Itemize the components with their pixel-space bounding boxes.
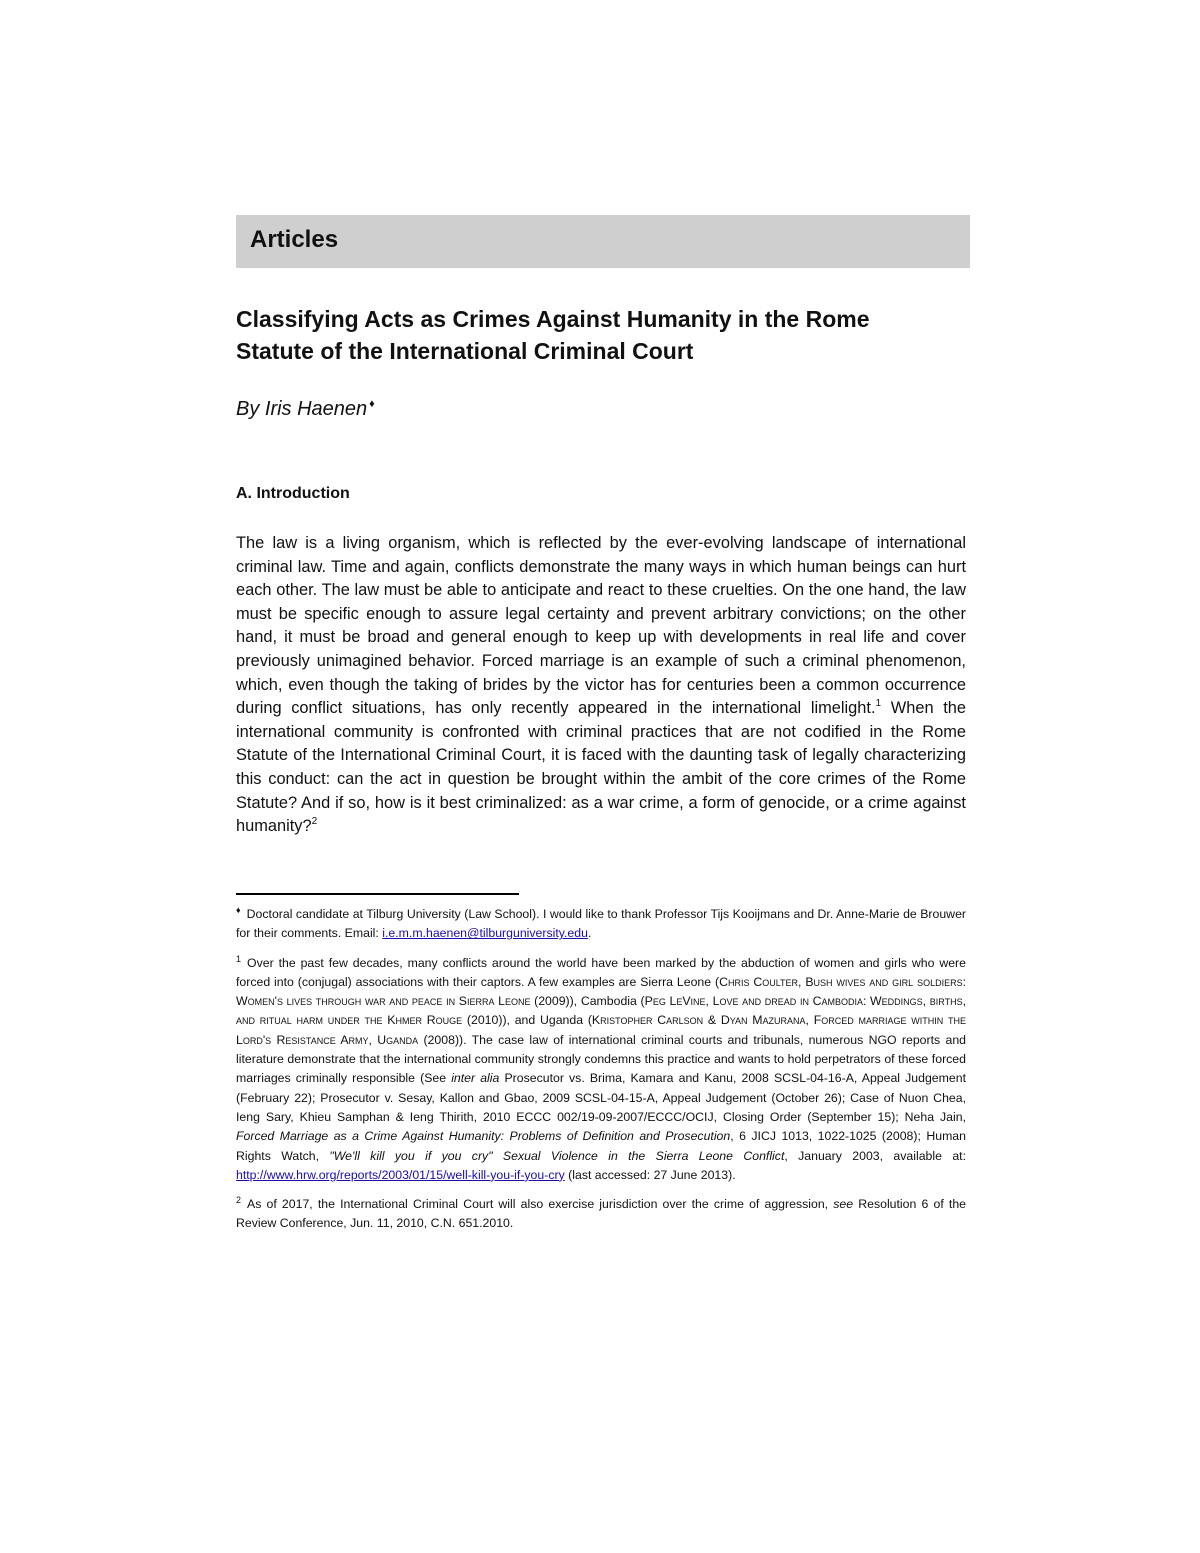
byline-text: By Iris Haenen — [236, 398, 368, 420]
citation-italic: see — [833, 1197, 854, 1212]
citation-small-caps: Kristopher Carlson & Dyan Mazurana, Forced marriage within the Lord's Resistance Army, Uganda — [236, 1013, 967, 1047]
section-banner — [236, 215, 970, 268]
citation-italic: "We'll kill you if you cry" Sexual Violence in the Sierra Leone Conflict — [329, 1148, 785, 1163]
footnote-text: As of 2017, the International Criminal Court will also exercise jurisdiction over the crime of aggression, — [247, 1197, 834, 1212]
footnote-text: (2008)). The case law of international criminal courts and tribunals, numerous NGO reports and literature demonstrate that the international community strongly condemns this practice and wants to hold perpetrators of these forced marriages criminally responsible (See — [236, 1032, 966, 1086]
body-text — [236, 532, 966, 839]
citation-small-caps: Peg LeVine, Love and dread in Cambodia: Weddings, births, and ritual harm under the Khmer Rouge — [236, 994, 967, 1028]
citation-italic: Forced Marriage as a Crime Against Humanity: Problems of Definition and Prosecution — [236, 1129, 731, 1144]
footnote-mark: 2 — [236, 1195, 242, 1206]
footnote-separator — [236, 893, 519, 895]
title-line-2: Statute of the International Criminal Court — [236, 338, 694, 364]
section-label: Articles — [250, 226, 339, 253]
footnote-author — [236, 905, 966, 944]
footnote-text: (2010)), and Uganda ( — [462, 1013, 592, 1028]
footnote-1 — [236, 954, 966, 1186]
citation-small-caps: Chris Coulter, Bush wives and girl soldiers: Women's lives through war and peace in Sierra Leone — [236, 974, 966, 1009]
section-heading: A. Introduction — [236, 485, 350, 502]
footnote-text: . — [587, 926, 592, 941]
footnote-text: Resolution 6 of the Review Conference, Jun. 11, 2010, C.N. 651.2010. — [236, 1197, 966, 1231]
citation-italic: inter alia — [451, 1071, 500, 1086]
footnote-text: (2009)), Cambodia ( — [530, 994, 645, 1009]
footnote-text: Doctoral candidate at Tilburg University (Law School). I would like to thank Professor Tijs Kooijmans and Dr. Anne-Marie de Brouwer for their comments. Email: — [236, 907, 967, 941]
hrw-report-link[interactable]: http://www.hrw.org/reports/2003/01/15/well-kill-you-if-you-cry — [236, 1167, 565, 1182]
title-line-1: Classifying Acts as Crimes Against Humanity in the Rome — [236, 306, 870, 332]
footnote-ref-1[interactable]: 1 — [875, 698, 882, 710]
paragraph-part-1: The law is a living organism, which is reflected by the ever-evolving landscape of international criminal law. Time and again, conflicts demonstrate the many ways in which human beings can hurt each other. The law must be able to anticipate and react to these cruelties. On the one hand, the law must be specific enough to assure legal certainty and prevent arbitrary convictions; on the other hand, it must be broad and general enough to keep up with developments in real life and cover previously unimagined behavior. Forced marriage is an example of such a criminal phenomenon, which, even though the taking of brides by the victor has for centuries been a common occurrence during conflict situations, has only recently appeared in the international limelight. — [236, 534, 966, 718]
footnotes — [236, 905, 966, 1244]
footnote-text: Over the past few decades, many conflicts around the world have been marked by the abduction of women and girls who were forced into (conjugal) associations with their captors. A few examples are Sierra Leone ( — [236, 955, 966, 989]
footnote-text: (last accessed: 27 June 2013). — [564, 1167, 736, 1182]
footnote-text: , 6 JICJ 1013, 1022-1025 (2008); Human Rights Watch, — [236, 1129, 966, 1163]
footnote-mark: ♦ — [236, 905, 241, 915]
article-title — [236, 303, 970, 367]
footnote-text: , January 2003, available at: — [784, 1148, 966, 1163]
email-link[interactable]: i.e.m.m.haenen@tilburguniversity.edu — [382, 926, 588, 941]
footnote-mark: 1 — [236, 953, 242, 964]
footnote-ref-2[interactable]: 2 — [311, 816, 318, 828]
paragraph-part-2: When the international community is confronted with criminal practices that are not codified in the Rome Statute of the International Criminal Court, it is faced with the daunting task of legally characterizing this conduct: can the act in question be brought within the ambit of the core crimes of the Rome Statute? And if so, how is it best criminalized: as a war crime, a form of genocide, or a crime against humanity? — [236, 699, 966, 836]
author-footnote-mark[interactable]: ♦ — [369, 398, 375, 410]
footnote-text: Prosecutor vs. Brima, Kamara and Kanu, 2008 SCSL-04-16-A, Appeal Judgement (February 22); Prosecutor v. Sesay, Kallon and Gbao, 2009 SCSL-04-15-A, Appeal Judgement (October 26); Case of Nuon Chea, Ieng Sary, Khieu Samphan & Ieng Thirith, 2010 ECCC 002/19-09-2007/ECCC/OCIJ, Closing Order (September 15); Neha Jain, — [236, 1071, 966, 1124]
footnote-2 — [236, 1195, 966, 1234]
intro-paragraph — [236, 532, 966, 839]
author-byline — [236, 398, 375, 421]
